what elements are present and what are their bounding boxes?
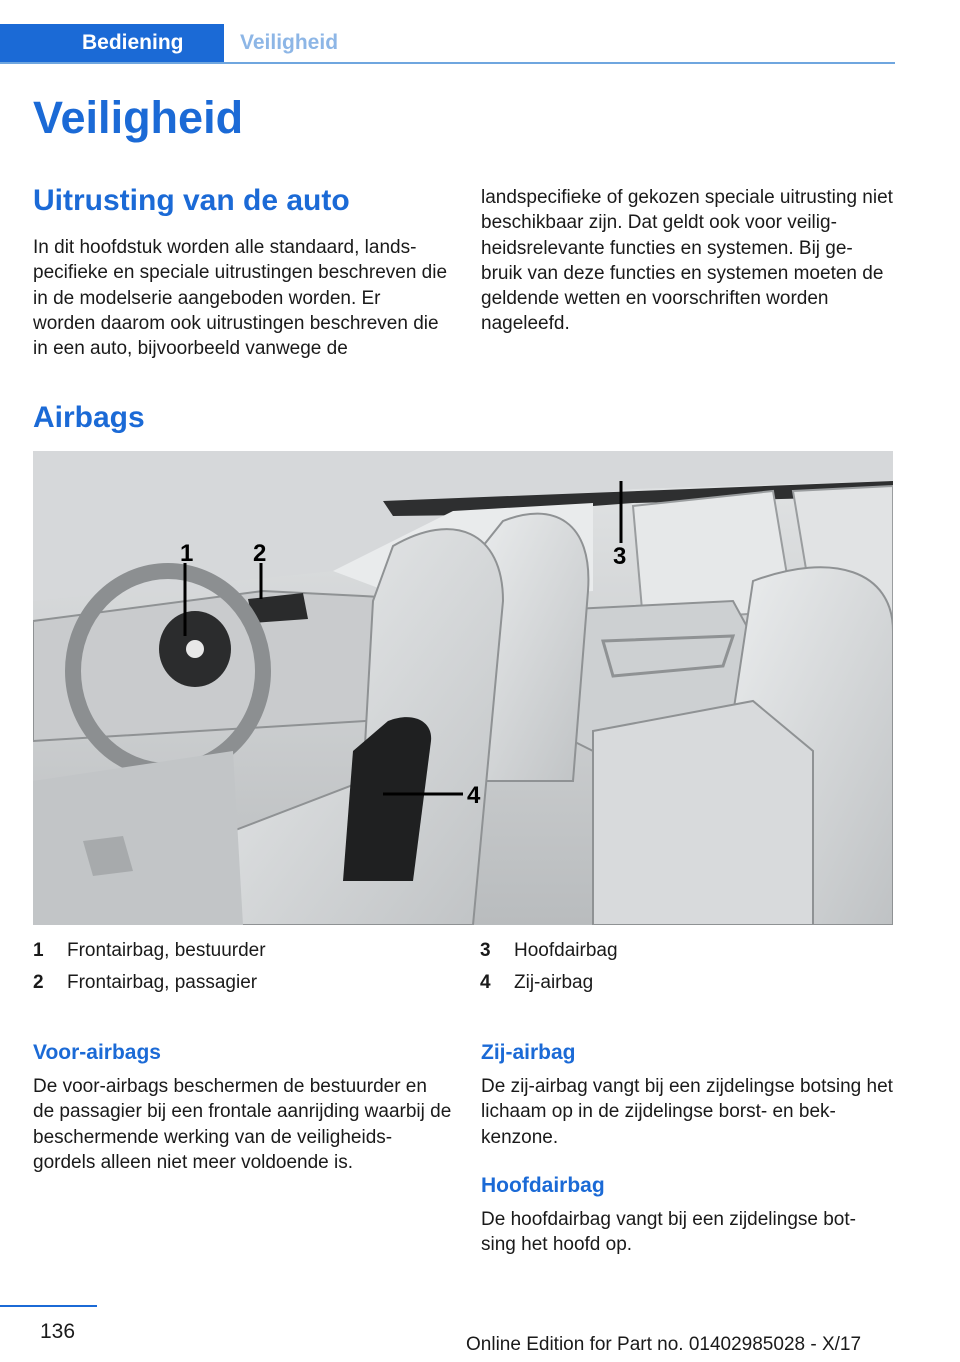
equipment-text-right: landspecifieke of gekozen speciale uitrusting niet beschikbaar zijn. Dat geldt ook voor veilig- heidsrelevante functies en systemen. Bij ge- bruik van deze functies en systemen moeten de geldende wetten en voorschriften worden nageleefd. — [481, 187, 893, 335]
tab-bediening[interactable]: Bediening — [0, 24, 224, 62]
side-airbag-heading: Zij-airbag — [481, 1041, 576, 1064]
legend-number: 4 — [480, 972, 491, 993]
legend-number: 1 — [33, 940, 44, 961]
car-interior-drawing — [33, 451, 893, 925]
legend-label: Frontairbag, bestuurder — [67, 940, 266, 961]
legend-number: 2 — [33, 972, 44, 993]
airbags-heading: Airbags — [33, 401, 145, 434]
page-title: Veiligheid — [33, 92, 244, 143]
equipment-text-left: In dit hoofdstuk worden alle standaard, lands- pecifieke en speciale uitrustingen beschreven die in de modelserie aangeboden worden. Er worden daarom ook uitrustingen beschreven die in een auto, bijvoorbeeld vanwege de — [33, 237, 448, 360]
tab-veiligheid[interactable]: Veiligheid — [240, 31, 339, 54]
callout-2: 2 — [253, 540, 267, 567]
head-airbag-text: De hoofdairbag vangt bij een zijdelingse bot- sing het hoofd op. — [481, 1209, 856, 1256]
legend-label: Zij-airbag — [514, 972, 594, 993]
edition-note: Online Edition for Part no. 01402985028 - X/17 — [466, 1334, 862, 1355]
legend-label: Hoofdairbag — [514, 940, 618, 961]
front-airbags-heading: Voor-airbags — [33, 1041, 161, 1064]
airbag-illustration — [33, 451, 893, 925]
header-tab-bar — [0, 24, 895, 64]
equipment-heading: Uitrusting van de auto — [33, 184, 350, 217]
callout-4: 4 — [467, 782, 481, 809]
legend-label: Frontairbag, passagier — [67, 972, 258, 993]
callout-1: 1 — [180, 540, 194, 567]
page-number: 136 — [40, 1320, 76, 1343]
front-airbags-text: De voor-airbags beschermen de bestuurder en de passagier bij een frontale aanrijding waarbij de beschermende werking van de veiligheids- gordels alleen niet meer voldoende is. — [33, 1076, 452, 1173]
head-airbag-heading: Hoofdairbag — [481, 1174, 605, 1197]
side-airbag-text: De zij-airbag vangt bij een zijdelingse botsing het lichaam op in de zijdelingse borst- en bek- kenzone. — [481, 1076, 893, 1148]
footer-rule — [0, 1305, 97, 1307]
legend-number: 3 — [480, 940, 491, 961]
callout-3: 3 — [613, 543, 627, 570]
